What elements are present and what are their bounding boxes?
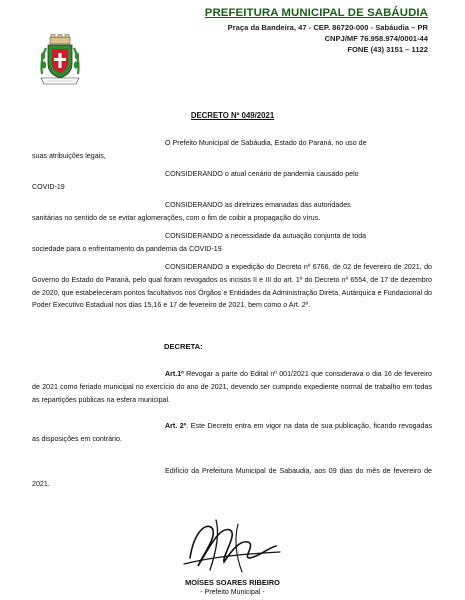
cnpj: CNPJ/MF 76.958.974/0001-44 xyxy=(324,34,428,43)
article-1-text: Revogar a parte do Edital nº 001/2021 que considerava o dia 16 de fevereiro de 2021 como feriado municipal no exercício do ano de 2021, devendo ser cumprido expediente normal de trabalho em todas as repartições públicas na esfera municipal. xyxy=(32,370,432,404)
letterhead xyxy=(38,6,428,84)
considerando-1-line-1: CONSIDERANDO o atual cenário de pandemia causado pelo xyxy=(165,170,359,178)
considerando-3-line-1: CONSIDERANDO a necessidade da autuação conjunta de toda xyxy=(165,232,367,240)
article-1 xyxy=(32,368,432,406)
municipality-name: PREFEITURA MUNICIPAL DE SABÁUDIA xyxy=(204,7,428,19)
intro-line-1: O Prefeito Municipal de Sabáudia, Estado do Paraná, no uso de xyxy=(165,139,367,147)
decreta-heading: DECRETA: xyxy=(164,342,203,351)
article-2-text: . Este Decreto entra em vigor na data de sua publicação, ficando revogadas as disposições em contrário. xyxy=(32,422,432,443)
considerando-2-line-2: sanitárias no sentido de se evitar aglomerações, com o fim de coibir a propagação do vírus. xyxy=(32,214,321,222)
article-2 xyxy=(32,420,432,446)
considerando-2-line-1: CONSIDERANDO as diretrizes emanadas das autoridades xyxy=(165,201,351,209)
decree-title: DECRETO Nº 049/2021 xyxy=(190,111,275,120)
considerando-1-line-2: COVID-19 xyxy=(32,183,65,191)
signatory-role: - Prefeito Municipal - xyxy=(200,589,265,596)
letterhead-text xyxy=(118,6,428,55)
phone: FONE (43) 3151 – 1122 xyxy=(347,45,428,54)
intro-line-2: suas atribuições legais, xyxy=(32,152,106,160)
considerando-4: CONSIDERANDO a expedição do Decreto nº 6766, de 02 de fevereiro de 2021, do Governo do Estado do Paraná, pelo qual foram revogados os incisos II e III do art. 1º do Decreto nº 6554, de 17 de dezembro de 2020, que estabeleceram pontos facultativos nos Órgãos e Entidades da Administração Direta, Autárquica e Fundacional do Poder Executivo Estadual nos dias 15,16 e 17 de fevereiro de 2021, bem como o Art. 2º. xyxy=(32,263,432,310)
municipal-coat-of-arms-icon xyxy=(38,34,82,86)
signatory-name: MOÍSES SOARES RIBEIRO xyxy=(185,578,280,587)
closing-paragraph: Edifício da Prefeitura Municipal de Sabáudia, aos 09 dias do mês de fevereiro de 2021. xyxy=(32,467,432,488)
article-2-label: Art. 2º xyxy=(165,422,187,430)
article-1-label: Art.1º xyxy=(165,370,184,378)
considerando-3-line-2: sociedade para o enfrentamento da pandemia da COVID-19 xyxy=(32,245,222,253)
address: Praça da Bandeira, 47 - CEP. 86720-000 - Sabáudia – PR xyxy=(227,23,428,32)
handwritten-signature xyxy=(176,512,286,578)
